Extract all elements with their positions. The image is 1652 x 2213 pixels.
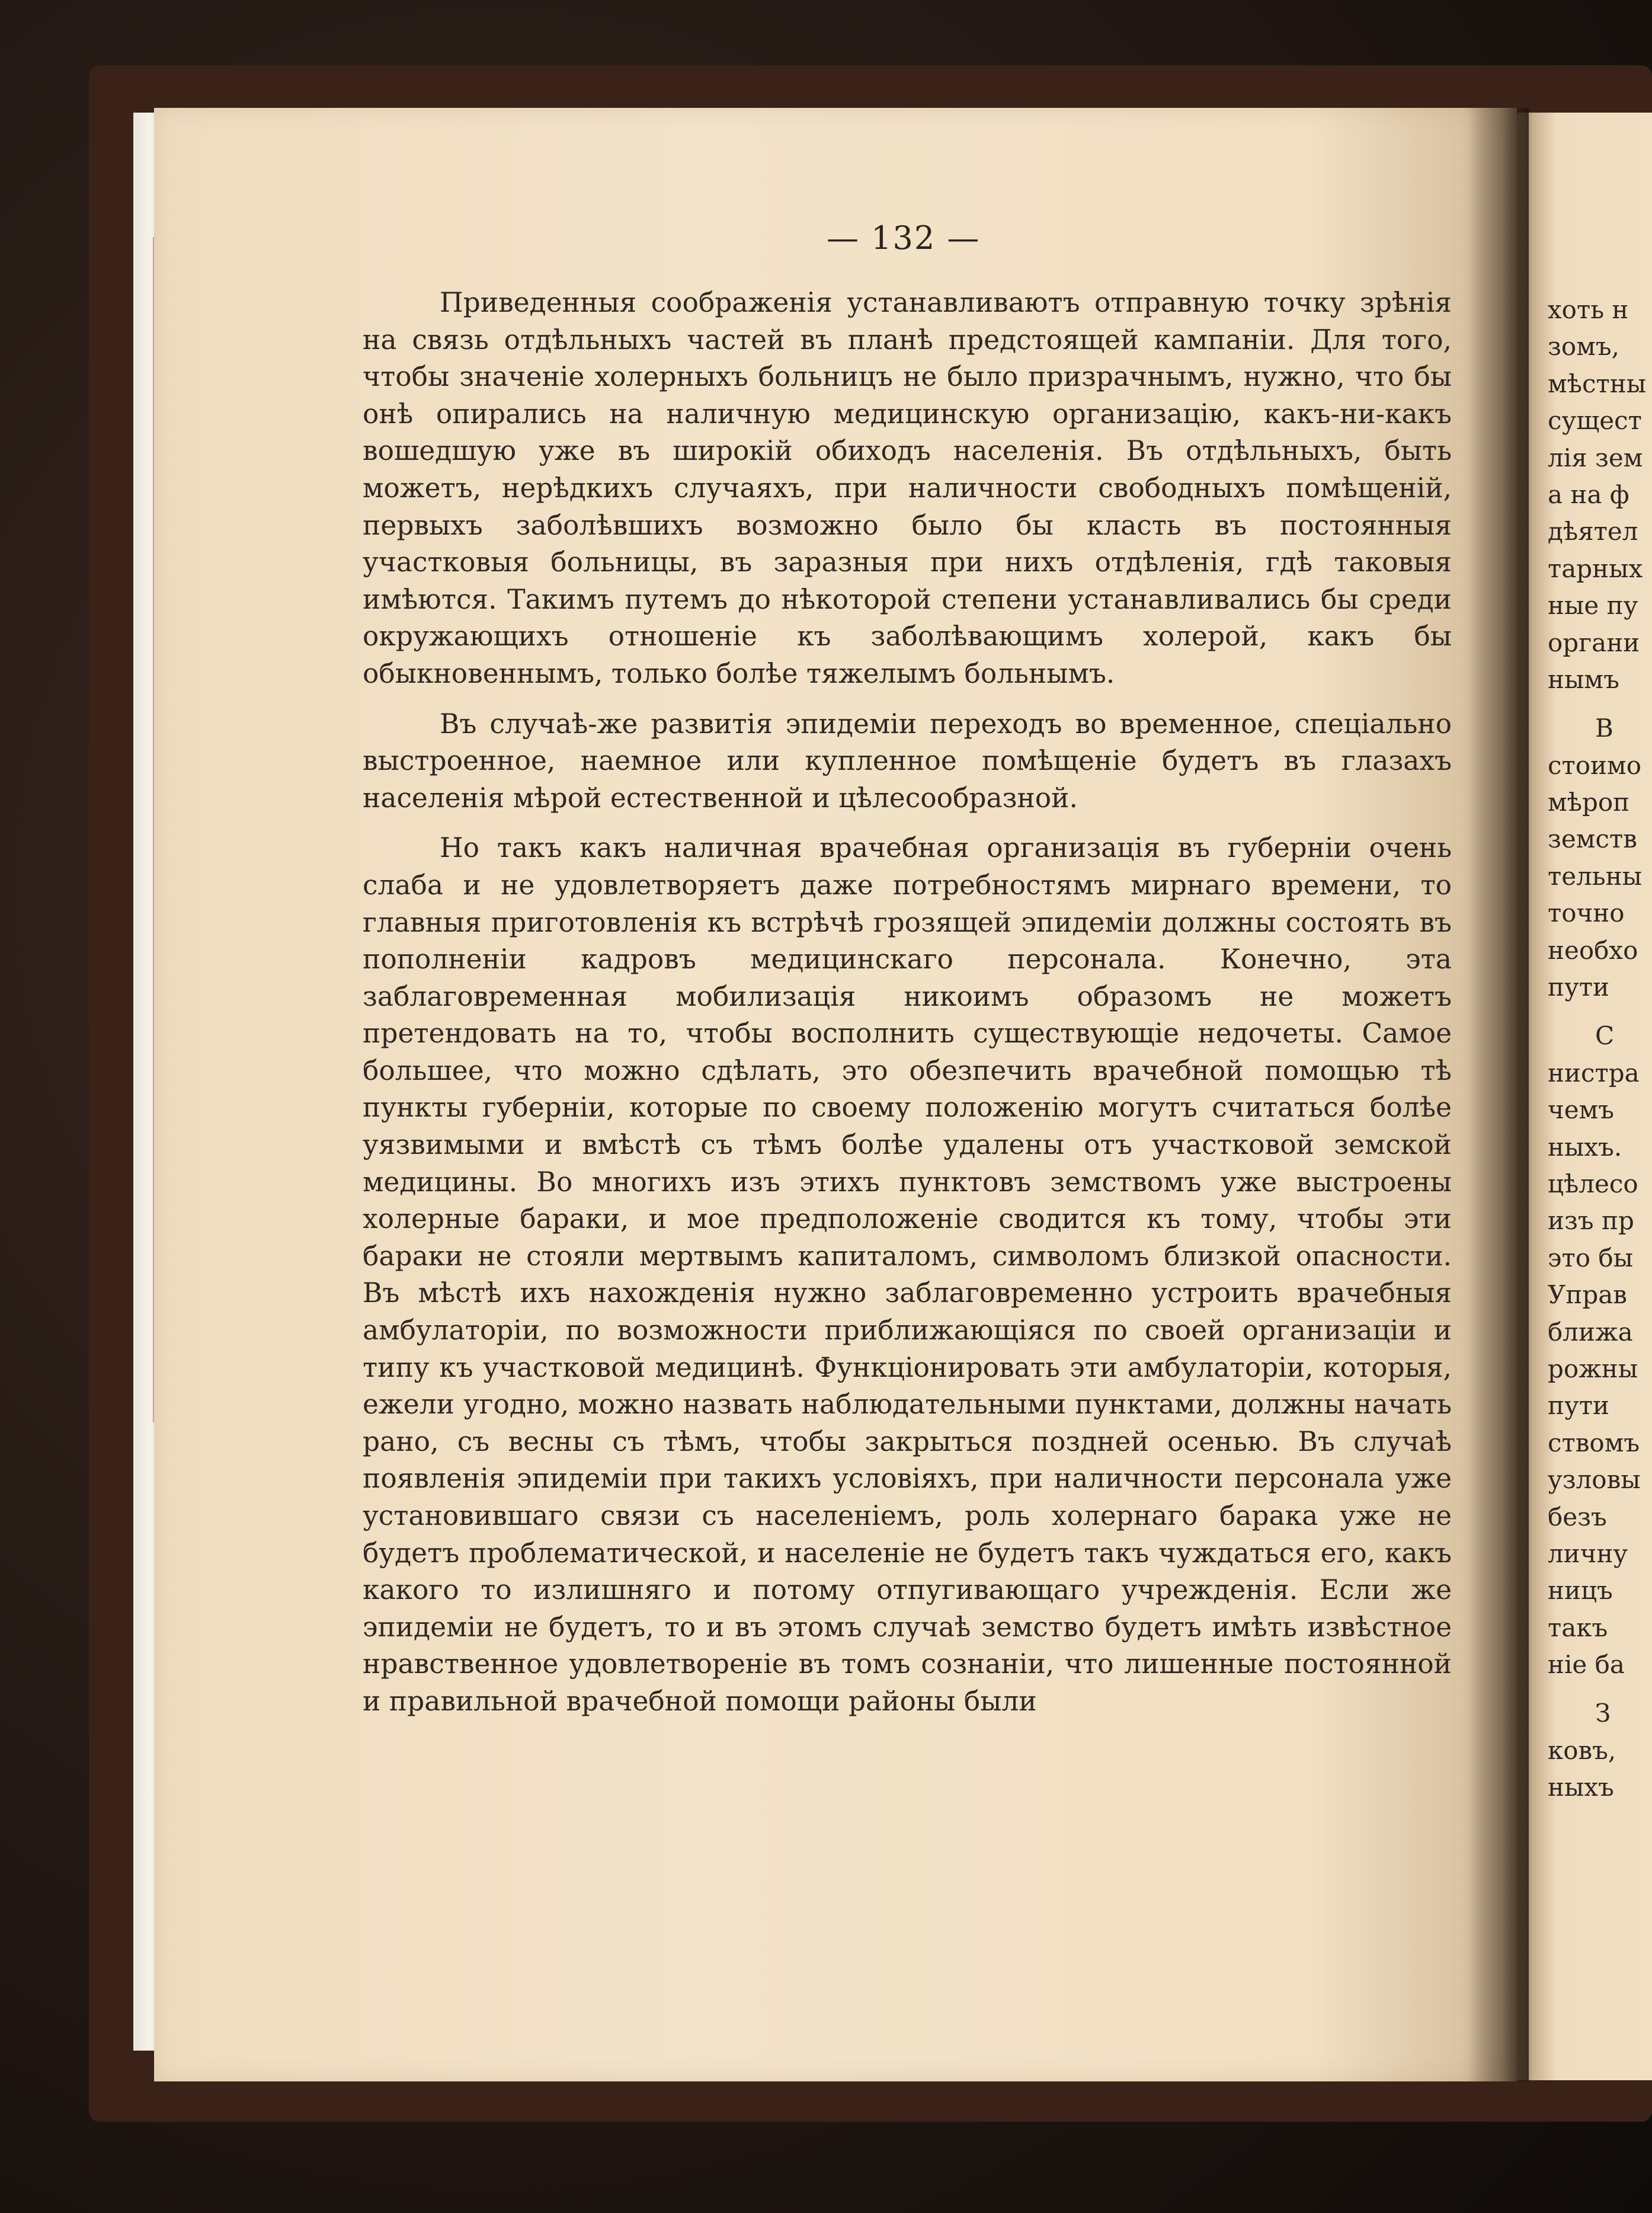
facing-page-line: сущест xyxy=(1548,406,1642,436)
facing-page-line: стоимо xyxy=(1548,750,1641,780)
facing-page-line: органи xyxy=(1548,628,1640,657)
facing-page-line: В xyxy=(1595,714,1613,743)
facing-page-line: цѣлесо xyxy=(1548,1169,1638,1198)
facing-page-line: ныхъ. xyxy=(1548,1132,1622,1162)
facing-page-line: ницъ xyxy=(1548,1576,1613,1606)
facing-page-line: зомъ, xyxy=(1548,332,1619,362)
facing-page-line: земств xyxy=(1548,824,1637,854)
facing-page-line: ковъ, xyxy=(1548,1735,1616,1765)
facing-page-line: ближа xyxy=(1548,1317,1633,1347)
facing-page-line: нистра xyxy=(1548,1058,1640,1088)
facing-page-line: необхо xyxy=(1548,935,1638,965)
facing-page-line: личну xyxy=(1548,1539,1628,1568)
body-text xyxy=(363,284,1452,1720)
facing-page-line: мѣстны xyxy=(1548,369,1647,398)
facing-page-paragraph-gap xyxy=(1548,698,1652,710)
facing-page-line: тельны xyxy=(1548,861,1643,891)
facing-page-line: безъ xyxy=(1548,1502,1607,1531)
facing-page-line: мѣроп xyxy=(1548,788,1630,817)
facing-page-line: дѣятел xyxy=(1548,517,1638,546)
facing-page-line: узловы xyxy=(1548,1465,1641,1495)
facing-page-line: С xyxy=(1595,1021,1615,1051)
paragraph-3: Но такъ какъ наличная врачебная организація въ губерніи очень слаба и не удовлетворяетъ даже потребностямъ мирнаго времени, то главныя приготовленія къ встрѣчѣ грозящей эпидеміи должны состоять въ пополненіи кадровъ медицинскаго персонала. Конечно, эта заблаговременная мобилизація никоимъ образомъ не можетъ претендовать на то, чтобы восполнить существующіе недочеты. Самое большее, что можно сдѣлать, это обезпечить врачебной помощью тѣ пункты губерніи, которые по своему положенію могутъ считаться болѣе уязвимыми и вмѣстѣ съ тѣмъ болѣе удалены отъ участковой земской медицины. Во многихъ изъ этихъ пунктовъ земствомъ уже выстроены холерные бараки, и мое предположеніе сводится къ тому, чтобы эти бараки не стояли мертвымъ капиталомъ, символомъ близкой опасности. Въ мѣстѣ ихъ нахожденія нужно заблаговременно устроить врачебныя амбулаторіи, по возможности приближающіяся по своей организаціи и типу къ участковой медицинѣ. Функціонировать эти амбулаторіи, которыя, ежели угодно, можно назвать наблюдательными пунктами, должны начать рано, съ весны съ тѣмъ, чтобы закрыться поздней осенью. Въ случаѣ появленія эпидеміи при такихъ условіяхъ, при наличности персонала уже установившаго связи съ населеніемъ, роль холернаго барака уже не будетъ проблематической, и населеніе не будетъ такъ чуждаться его, какъ какого то излишняго и потому отпугивающаго учрежденія. Если же эпидеміи не будетъ, то и въ этомъ случаѣ земство будетъ имѣть извѣстное нравственное удовлетвореніе въ томъ сознаніи, что лишенные постоянной и правильной врачебной помощи районы были xyxy=(363,832,1452,1717)
paragraph-2: Въ случаѣ-же развитія эпидеміи переходъ во временное, спеціально выстроенное, наемное или купленное помѣщеніе будетъ въ глазахъ населенія мѣрой естественной и цѣлесообразной. xyxy=(363,708,1452,814)
facing-page-line: Управ xyxy=(1548,1280,1627,1310)
facing-page-line: пути xyxy=(1548,973,1609,1002)
facing-page-line: лія зем xyxy=(1548,443,1643,472)
facing-page-line: ные пу xyxy=(1548,591,1638,621)
facing-page-line: а на ф xyxy=(1548,479,1629,509)
facing-page-line: тарных xyxy=(1548,554,1643,583)
facing-page-line: такъ xyxy=(1548,1613,1608,1642)
facing-page-paragraph-gap xyxy=(1548,1683,1652,1695)
facing-page-line: ныхъ xyxy=(1548,1773,1614,1802)
facing-page-text xyxy=(1548,292,1652,1806)
facing-page-line: рожны xyxy=(1548,1354,1638,1383)
facing-page-line: ствомъ xyxy=(1548,1428,1640,1457)
facing-page-line: ніе ба xyxy=(1548,1650,1625,1680)
book-gutter xyxy=(1469,108,1529,2081)
facing-page-line: это бы xyxy=(1548,1243,1634,1272)
facing-page-paragraph-gap xyxy=(1548,1006,1652,1018)
facing-page-line: чемъ xyxy=(1548,1095,1615,1125)
facing-page-line: З xyxy=(1595,1699,1611,1728)
facing-page-line: хоть н xyxy=(1548,295,1629,324)
paragraph-1: Приведенныя соображенія устанавливаютъ отправную точку зрѣнія на связь отдѣльныхъ частей въ планѣ предстоящей кампаніи. Для того, чтобы значеніе холерныхъ больницъ не было призрачнымъ, нужно, что бы онѣ опирались на наличную медицинскую организацію, какъ-ни-какъ вошедшую уже въ широкій обиходъ населенія. Въ отдѣльныхъ, быть можетъ, нерѣдкихъ случаяхъ, при наличности свободныхъ помѣщеній, первыхъ заболѣвшихъ возможно было бы класть въ постоянныя участковыя больницы, въ заразныя при нихъ отдѣленія, гдѣ таковыя имѣются. Такимъ путемъ до нѣкоторой степени устанавливались бы среди окружающихъ отношеніе къ заболѣвающимъ холерой, какъ бы обыкновеннымъ, только болѣе тяжелымъ больнымъ. xyxy=(363,287,1452,689)
facing-page-line: изъ пр xyxy=(1548,1206,1634,1236)
facing-page-line: нымъ xyxy=(1548,664,1619,694)
page-number: — 132 — xyxy=(827,219,981,257)
facing-page-line: пути xyxy=(1548,1391,1609,1421)
facing-page-line: точно xyxy=(1548,898,1625,928)
